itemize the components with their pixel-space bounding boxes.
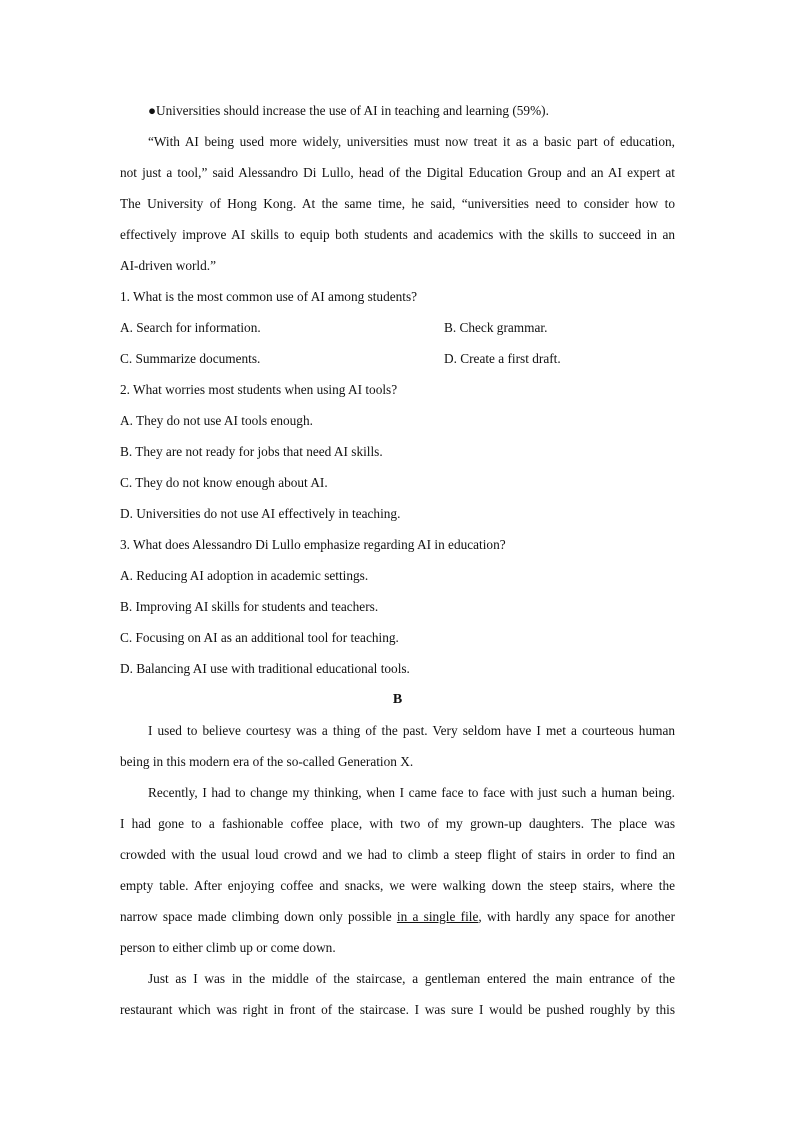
option-2c: C. They do not know enough about AI. (120, 475, 328, 490)
paragraph-line-underlined (120, 901, 675, 932)
section-heading-b: B (392, 692, 403, 707)
question-stem-3: 3. What does Alessandro Di Lullo emphasize regarding AI in education? (120, 537, 506, 552)
paragraph-line: Recently, I had to change my thinking, when I came face to face with just such a human being. (148, 785, 675, 800)
bullet-point: ●Universities should increase the use of AI in teaching and learning (59%). (148, 103, 549, 118)
document-page (120, 95, 675, 1025)
quote-line: “With AI being used more widely, universities must now treat it as a basic part of education, (148, 134, 675, 149)
paragraph-line: crowded with the usual loud crowd and we had to climb a steep flight of stairs in order to find an (120, 847, 675, 862)
quote-line: The University of Hong Kong. At the same time, he said, “universities need to consider how to (120, 196, 675, 211)
quote-line: not just a tool,” said Alessandro Di Lullo, head of the Digital Education Group and an AI expert at (120, 165, 675, 180)
option-1b: B. Check grammar. (444, 320, 548, 335)
text-segment: narrow space made climbing down only possible (120, 909, 397, 924)
paragraph-line: being in this modern era of the so-called Generation X. (120, 754, 414, 769)
options-row (120, 312, 675, 343)
paragraph-line: I had gone to a fashionable coffee place, with two of my grown-up daughters. The place was (120, 816, 675, 831)
quote-line: AI-driven world.” (120, 258, 216, 273)
paragraph-line: Just as I was in the middle of the staircase, a gentleman entered the main entrance of the (148, 971, 675, 986)
paragraph-line: empty table. After enjoying coffee and snacks, we were walking down the steep stairs, where the (120, 878, 675, 893)
option-2b: B. They are not ready for jobs that need AI skills. (120, 444, 383, 459)
option-2d: D. Universities do not use AI effectively in teaching. (120, 506, 401, 521)
option-1d: D. Create a first draft. (444, 351, 561, 366)
quote-line: effectively improve AI skills to equip both students and academics with the skills to succeed in an (120, 227, 675, 242)
paragraph-line: person to either climb up or come down. (120, 940, 336, 955)
option-3c: C. Focusing on AI as an additional tool for teaching. (120, 630, 399, 645)
paragraph-line: restaurant which was right in front of the staircase. I was sure I would be pushed roughly by this (120, 1002, 675, 1017)
option-1c: C. Summarize documents. (120, 351, 261, 366)
question-stem-1: 1. What is the most common use of AI among students? (120, 289, 418, 304)
paragraph-line: I used to believe courtesy was a thing of the past. Very seldom have I met a courteous human (148, 723, 675, 738)
text-segment: , with hardly any space for another (478, 909, 675, 924)
underlined-phrase: in a single file (396, 909, 479, 924)
option-1a: A. Search for information. (120, 320, 261, 335)
option-3d: D. Balancing AI use with traditional educational tools. (120, 661, 410, 676)
option-3a: A. Reducing AI adoption in academic settings. (120, 568, 369, 583)
option-3b: B. Improving AI skills for students and teachers. (120, 599, 379, 614)
question-stem-2: 2. What worries most students when using AI tools? (120, 382, 398, 397)
options-row (120, 343, 675, 374)
option-2a: A. They do not use AI tools enough. (120, 413, 313, 428)
